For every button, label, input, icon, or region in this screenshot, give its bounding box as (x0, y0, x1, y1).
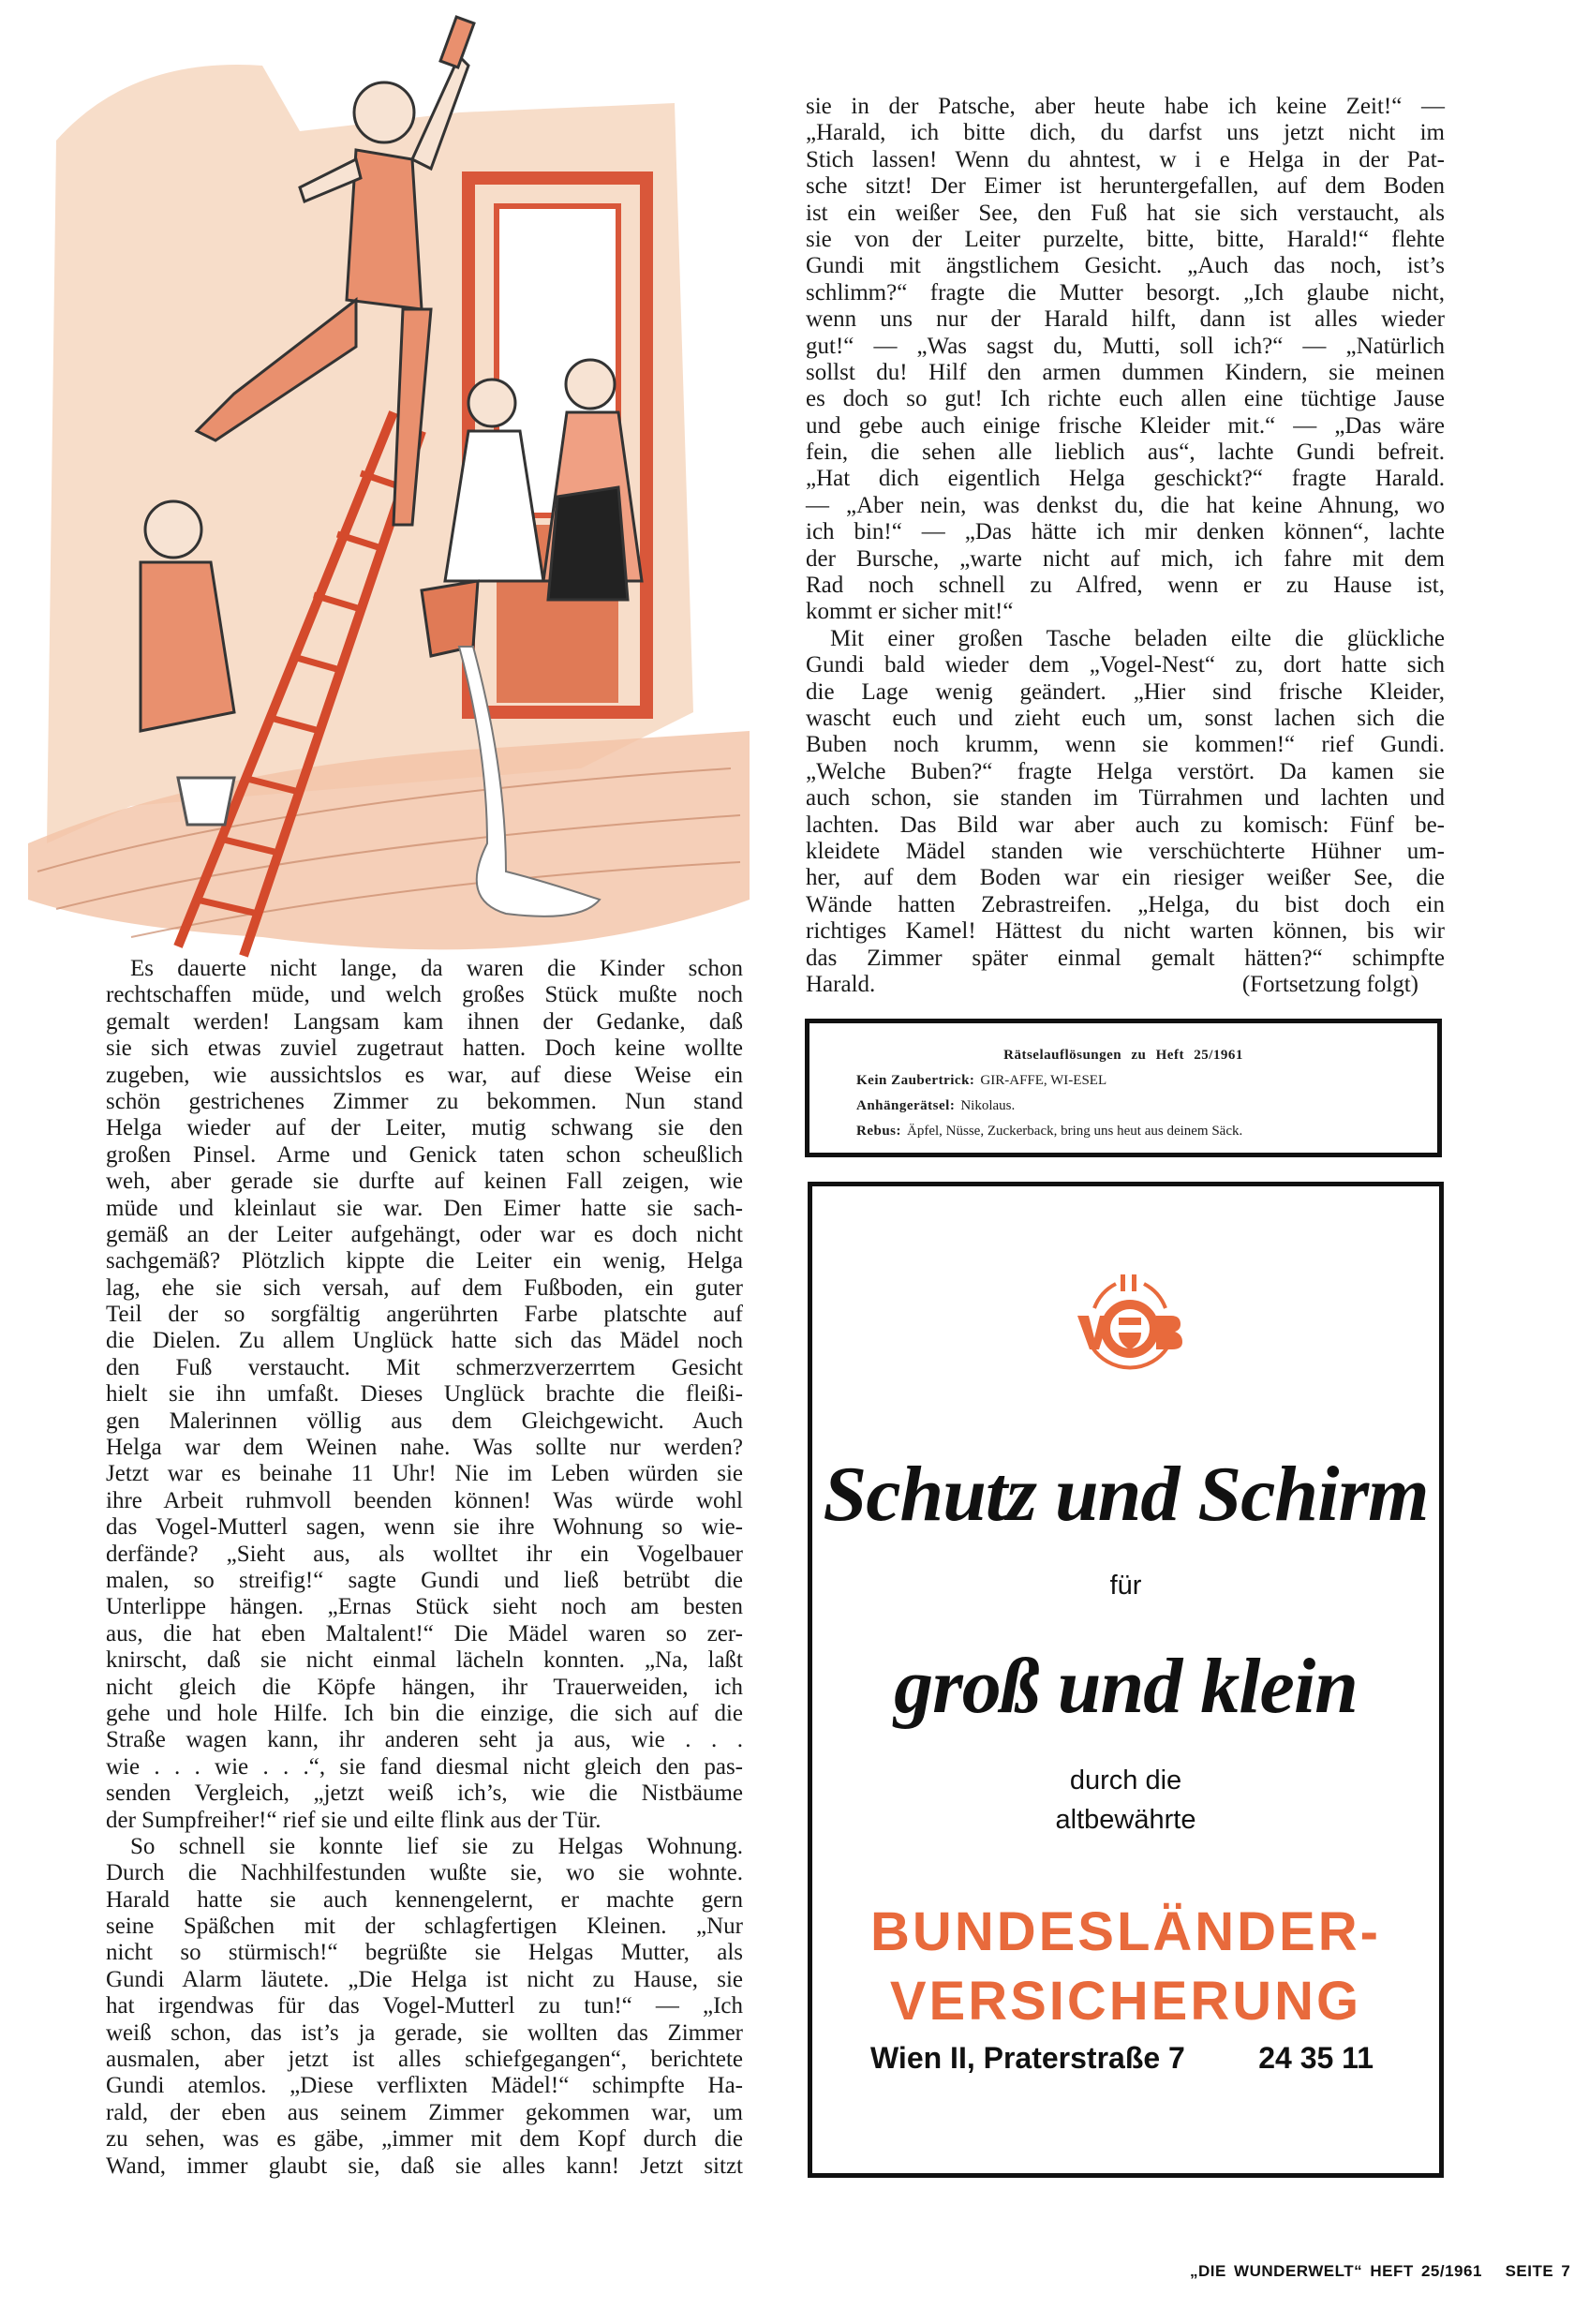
text-line: ist ein weißer See, den Fuß hat sie sich verstaucht, als (806, 200, 1445, 226)
text-line: her, auf dem Boden war ein riesiger weißer See, die (806, 865, 1445, 891)
text-line: gemäß an der Leiter aufgehängt, oder war es doch nicht (106, 1221, 743, 1247)
text-line: ich bin!“ — „Das hätte ich mir denken können“, lachte (806, 519, 1445, 545)
story-illustration (19, 0, 759, 965)
text-line: Stich lassen! Wenn du ahntest, w i e Helga in der Pat- (806, 146, 1445, 172)
text-line: die Lage wenig geändert. „Hier sind frische Kleider, (806, 678, 1445, 705)
text-line: müde und kleinlaut sie war. Den Eimer hatte sie sach- (106, 1195, 743, 1221)
article-left-column (106, 956, 743, 2180)
ad-for-word: für (1109, 1571, 1142, 1601)
text-line: wenn uns nur der Harald hilft, dann ist alles wieder (806, 306, 1445, 333)
continuation-note: (Fortsetzung folgt) (1241, 971, 1418, 997)
text-line: sche sitzt! Der Eimer ist heruntergefallen, auf dem Boden (806, 173, 1445, 200)
text-line: Wand, immer glaubt sie, daß sie alles kann! Jetzt sitzt (106, 2153, 743, 2179)
text-line: rald, der eben aus seinem Zimmer gekommen war, um (106, 2099, 743, 2125)
text-line: lachten. Das Bild war aber auch zu komisch: Fünf be- (806, 812, 1445, 838)
text-line: auch schon, sie standen im Türrahmen und lachten und (806, 785, 1445, 812)
text-line: das Vogel-Mutterl sagen, wenn sie ihre Wohnung so wie- (106, 1514, 743, 1541)
text-line: sie in der Patsche, aber heute habe ich keine Zeit!“ — (806, 94, 1445, 119)
text-line: zugeben, wie aussichtslos es war, auf diese Weise ein (106, 1062, 743, 1088)
closing-line (806, 972, 1445, 998)
text-line: gehe und hole Hilfe. Ich bin die einzige, die sich auf die (106, 1700, 743, 1726)
text-line: lag, ehe sie sich versah, auf dem Fußboden, ein guter (106, 1274, 743, 1301)
text-line: weiß schon, das ist’s ja gerade, sie wollten das Zimmer (106, 2019, 743, 2046)
text-line: richtiges Kamel! Hättest du nicht warten können, bis wir (806, 918, 1445, 945)
text-line: sachgemäß? Plötzlich kippte die Leiter ein wenig, Helga (106, 1248, 743, 1274)
text-line: Helga war dem Weinen nahe. Was sollte nur werden? (106, 1435, 743, 1461)
text-line: Gundi atemlos. „Diese verflixten Mädel!“ schimpfte Ha- (106, 2073, 743, 2099)
text-line: schön gestrichenes Zimmer zu bekommen. Nun stand (106, 1088, 743, 1114)
text-line: den Fuß verstaucht. Mit schmerzverzerrtem Gesicht (106, 1354, 743, 1380)
text-line: „Harald, ich bitte dich, du darfst uns jetzt nicht im (806, 120, 1445, 146)
text-line: der Bursche, „warte nicht auf mich, ich fahre mit dem (806, 545, 1445, 572)
ad-brand-line-1: BUNDESLÄNDER- (870, 1901, 1381, 1962)
text-line: Mit einer großen Tasche beladen eilte die glückliche (830, 625, 1445, 651)
text-line: sie von der Leiter purzelte, bitte, bitte, Harald!“ flehte (806, 226, 1445, 252)
puzzle-label: Anhängerätsel: (856, 1098, 956, 1113)
puzzle-solution-row (856, 1098, 1437, 1114)
ad-through-line-1: durch die (1069, 1765, 1182, 1795)
ad-through-line-2: altbewährte (1055, 1805, 1196, 1835)
article-right-column (806, 94, 1445, 998)
text-line: und gebe auch einige frische Kleider mit.“ — „Das wäre (806, 412, 1445, 439)
text-line: Teil der so sorgfältig angerührten Farbe platschte auf (106, 1302, 743, 1328)
text-line: der Sumpfreiher!“ rief sie und eilte flink aus der Tür. (106, 1807, 601, 1833)
text-line: nicht so stürmisch!“ begrüßte sie Helgas Mutter, als (106, 1940, 743, 1966)
ad-address: Wien II, Praterstraße 7 (870, 2041, 1185, 2075)
text-line: senden Vergleich, „jetzt weiß ich’s, wie die Nistbäume (106, 1780, 743, 1807)
ad-headline-1: Schutz und Schirm (823, 1451, 1429, 1538)
text-line: gen Malerinnen völlig aus dem Gleichgewicht. Auch (106, 1408, 743, 1434)
puzzle-solution-row (856, 1124, 1437, 1140)
text-line: wascht euch und zieht euch um, sonst lachen sich die (806, 705, 1445, 731)
text-line: Straße wagen kann, ihr anderen seht ja aus, wie . . . (106, 1727, 743, 1753)
text-line: Helga wieder auf der Leiter, mutig schwang sie den (106, 1115, 743, 1141)
text-line: malen, so streifig!“ sagte Gundi und ließ betrübt die (106, 1567, 743, 1593)
text-line: wie . . . wie . . .“, sie fand diesmal nicht gleich den pas- (106, 1753, 743, 1780)
puzzle-value: GIR-AFFE, WI-ESEL (980, 1073, 1107, 1088)
ad-phone: 24 35 11 (1258, 2041, 1374, 2075)
text-line: Gundi bald wieder dem „Vogel-Nest“ zu, dort hatte sich (806, 652, 1445, 678)
page-footer: „DIE WUNDERWELT“ HEFT 25/1961 SEITE 7 (1190, 2262, 1571, 2280)
text-line: „Welche Buben?“ fragte Helga verstört. Da kamen sie (806, 758, 1445, 784)
text-line: sollst du! Hilf den armen dummen Kindern, sie meinen (806, 359, 1445, 385)
text-line: sie sich etwas zuviel zugetraut hatten. Doch keine wollte (106, 1035, 743, 1062)
text-line: Unterlippe hängen. „Ernas Stück sieht noch am besten (106, 1594, 743, 1620)
text-line: großen Pinsel. Arme und Genick taten schon scheußlich (106, 1141, 743, 1168)
text-line: Harald. (806, 971, 876, 997)
text-line: derfände? „Sieht aus, als wolltet ihr ein Vogelbauer (106, 1541, 743, 1567)
puzzle-value: Nikolaus. (960, 1098, 1016, 1113)
text-line: Gundi mit ängstlichem Gesicht. „Auch das noch, ist’s (806, 253, 1445, 279)
puzzle-value: Äpfel, Nüsse, Zuckerback, bring uns heut aus deinem Säck. (907, 1124, 1243, 1139)
text-line: So schnell sie konnte lief sie zu Helgas Wohnung. (130, 1833, 743, 1859)
text-line: Rad noch schnell zu Alfred, wenn er zu Hause ist, (806, 573, 1445, 599)
ad-headline-2: groß und klein (894, 1643, 1358, 1730)
text-line: weh, aber gerade sie durfte auf keinen Fall zeigen, wie (106, 1169, 743, 1195)
text-line: fein, die sehen alle lieblich aus“, lachte Gundi befreit. (806, 439, 1445, 466)
text-line: schlimm?“ fragte die Mutter besorgt. „Ich glaube nicht, (806, 279, 1445, 305)
puzzle-box-title: Rätselauflösungen zu Heft 25/1961 (1003, 1048, 1243, 1063)
puzzle-solutions-box (805, 1019, 1442, 1157)
text-line: die Dielen. Zu allem Unglück hatte sich das Mädel noch (106, 1328, 743, 1354)
text-line: aus, die hat eben Maltalent!“ Die Mädel waren so zer- (106, 1620, 743, 1646)
puzzle-label: Kein Zaubertrick: (856, 1073, 975, 1088)
text-line: „Hat dich eigentlich Helga geschickt?“ fragte Harald. (806, 466, 1445, 492)
puzzle-label: Rebus: (856, 1124, 902, 1139)
text-line: Es dauerte nicht lange, da waren die Kinder schon (130, 956, 743, 981)
text-line: das Zimmer später einmal gemalt hätten?“ schimpfte (806, 945, 1445, 971)
text-line: Harald hatte sie auch kennengelernt, er machte gern (106, 1886, 743, 1913)
text-line: ausmalen, aber jetzt ist alles schiefgegangen“, berichtete (106, 2047, 743, 2073)
text-line: hielt sie ihn umfaßt. Dieses Unglück brachte die fleißi- (106, 1381, 743, 1408)
puzzle-solution-row (856, 1073, 1437, 1089)
text-line: Durch die Nachhilfestunden wußte sie, wo sie wohnte. (106, 1860, 743, 1886)
text-line: — „Aber nein, was denkst du, die hat keine Ahnung, wo (806, 492, 1445, 518)
insurance-advertisement (808, 1182, 1444, 2178)
text-line: es doch so gut! Ich richte euch allen eine tüchtige Jause (806, 386, 1445, 412)
text-line: gut!“ — „Was sagst du, Mutti, soll ich?“ — „Natürlich (806, 333, 1445, 359)
ad-address-row (870, 2041, 1374, 2076)
ad-brand-line-2: VERSICHERUNG (889, 1971, 1362, 2032)
voeb-logo-icon (1074, 1271, 1186, 1383)
text-line: Jetzt war es beinahe 11 Uhr! Nie im Leben würden sie (106, 1461, 743, 1487)
text-line: zu sehen, was es gäbe, „immer mit dem Kopf durch die (106, 2126, 743, 2153)
text-line: kleidete Mädel standen wie verschüchterte Hühner um- (806, 838, 1445, 864)
text-line: Buben noch krumm, wenn sie kommen!“ rief Gundi. (806, 732, 1445, 758)
text-line: hat irgendwas für das Vogel-Mutterl zu tun!“ — „Ich (106, 1993, 743, 2019)
text-line: ihre Arbeit ruhmvoll beenden können! Was würde wohl (106, 1487, 743, 1513)
text-line: kommt er sicher mit!“ (806, 599, 1014, 625)
text-line: gemalt werden! Langsam kam ihnen der Gedanke, daß (106, 1008, 743, 1035)
text-line: rechtschaffen müde, und welch großes Stück mußte noch (106, 982, 743, 1008)
text-line: seine Späßchen mit der schlagfertigen Kleinen. „Nur (106, 1914, 743, 1940)
text-line: knirscht, daß sie nicht einmal lächeln konnten. „Na, laßt (106, 1647, 743, 1674)
text-line: Gundi Alarm läutete. „Die Helga ist nicht zu Hause, sie (106, 1966, 743, 1992)
text-line: nicht gleich die Köpfe hängen, ihr Trauerweiden, ich (106, 1674, 743, 1700)
text-line: Wände hatten Zebrastreifen. „Helga, du bist doch ein (806, 891, 1445, 917)
